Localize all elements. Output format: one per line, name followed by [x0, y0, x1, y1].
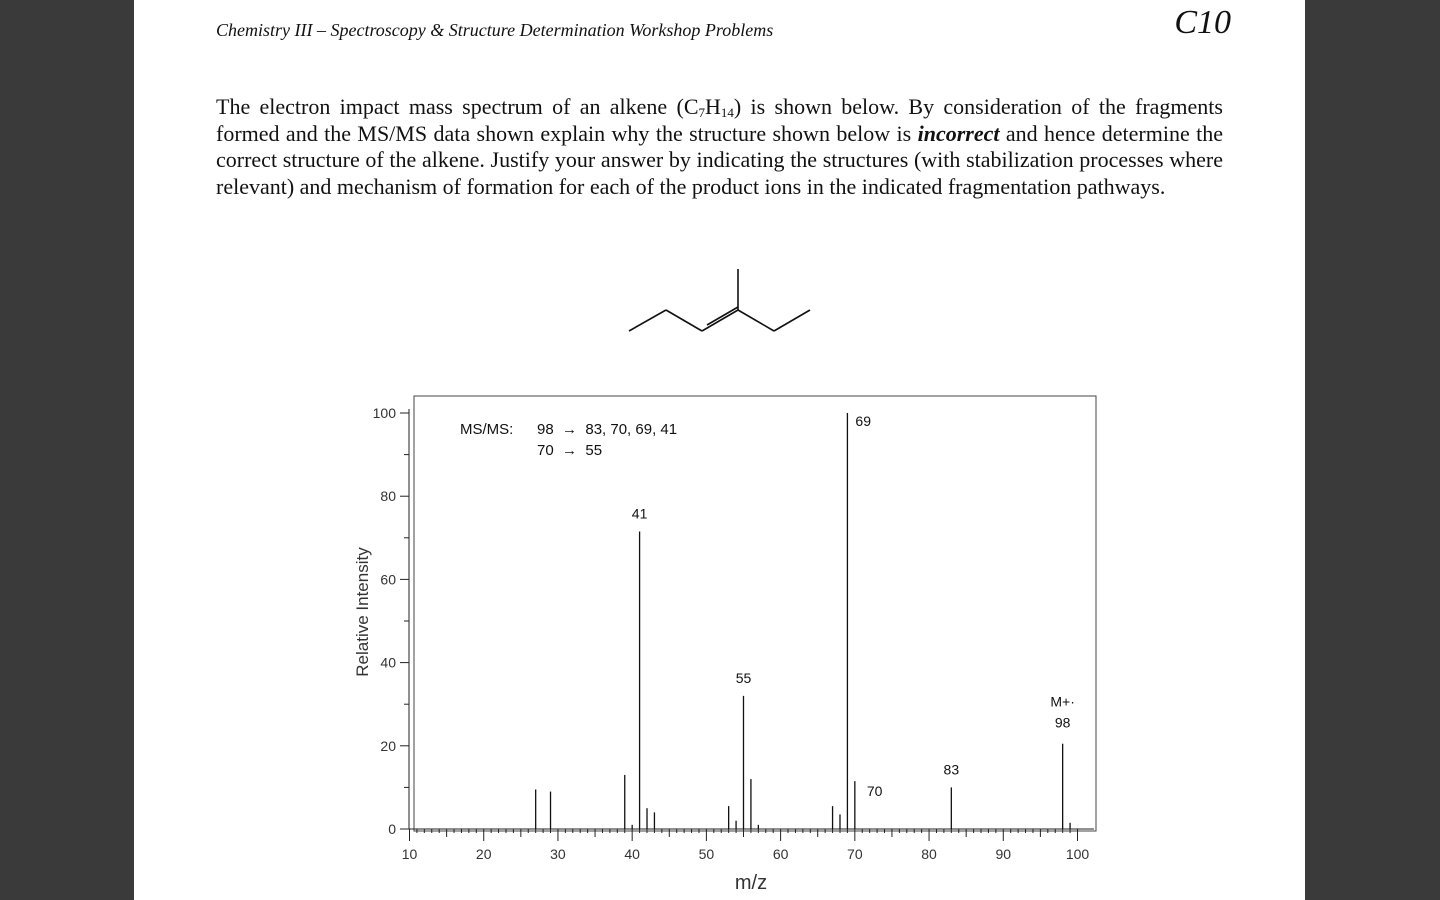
y-tick-label: 80 — [380, 488, 396, 505]
question-part-3: and hence determine the correct structure of the alkene. Justify your answer by indicating the structures (with stabilization processes where relevant) and mechanism of formation for each of the product ions in the indicated fragmentation pathways. — [216, 120, 1223, 199]
peak-label: 70 — [866, 783, 883, 800]
x-axis-label: m/z — [734, 872, 768, 894]
x-tick-label: 40 — [624, 846, 640, 862]
x-tick-label: 10 — [401, 846, 418, 862]
incorrect-emphasis: incorrect — [917, 120, 1000, 146]
msms-label: MS/MS: — [460, 421, 514, 438]
plot-frame — [414, 396, 1096, 831]
x-tick-label: 100 — [1065, 846, 1090, 862]
x-tick-label: 90 — [995, 846, 1012, 862]
worksheet-page — [134, 0, 1305, 900]
peak-label: 55 — [735, 669, 752, 686]
y-tick-label: 60 — [380, 571, 396, 588]
x-tick-group — [402, 829, 1090, 862]
question-part-2: ) is shown below. By consideration of the fragments formed and the MS/MS data shown explain why the structure shown below is — [216, 94, 1223, 146]
x-tick-label: 80 — [921, 846, 937, 862]
msms-line-2: 70 → 55 — [537, 442, 603, 459]
y-tick-group — [373, 405, 409, 837]
subscript-14: 14 — [720, 105, 734, 120]
x-tick-label: 20 — [475, 846, 492, 862]
x-tick-label: 60 — [772, 846, 789, 862]
question-part-1: The electron impact mass spectrum of an alkene (C — [216, 94, 699, 119]
molecular-ion-label: M+· — [1050, 693, 1075, 710]
peak-label: 41 — [631, 505, 648, 522]
peak-label: 69 — [855, 413, 871, 429]
x-tick-label: 70 — [847, 846, 863, 862]
problem-code: C10 — [1174, 4, 1231, 41]
y-tick-label: 40 — [380, 654, 396, 671]
peak-label: 83 — [943, 761, 960, 778]
y-tick-label: 100 — [372, 405, 396, 421]
peak-group — [536, 413, 1070, 829]
y-axis-label: Relative Intensity — [353, 547, 372, 677]
x-tick-label: 50 — [698, 846, 715, 862]
hydrogen-symbol: H — [705, 94, 721, 119]
mass-spectrum-chart — [134, 0, 1305, 900]
peak-label-group — [632, 413, 1075, 799]
msms-line-1: 98 → 83, 70, 69, 41 — [537, 421, 678, 438]
x-tick-label: 30 — [550, 846, 566, 862]
y-tick-label: 0 — [388, 821, 396, 837]
y-tick-label: 20 — [380, 737, 396, 754]
course-title: Chemistry III – Spectroscopy & Structure Determination Workshop Problems — [216, 20, 774, 40]
subscript-7: 7 — [698, 105, 705, 120]
peak-label: 98 — [1054, 714, 1071, 731]
